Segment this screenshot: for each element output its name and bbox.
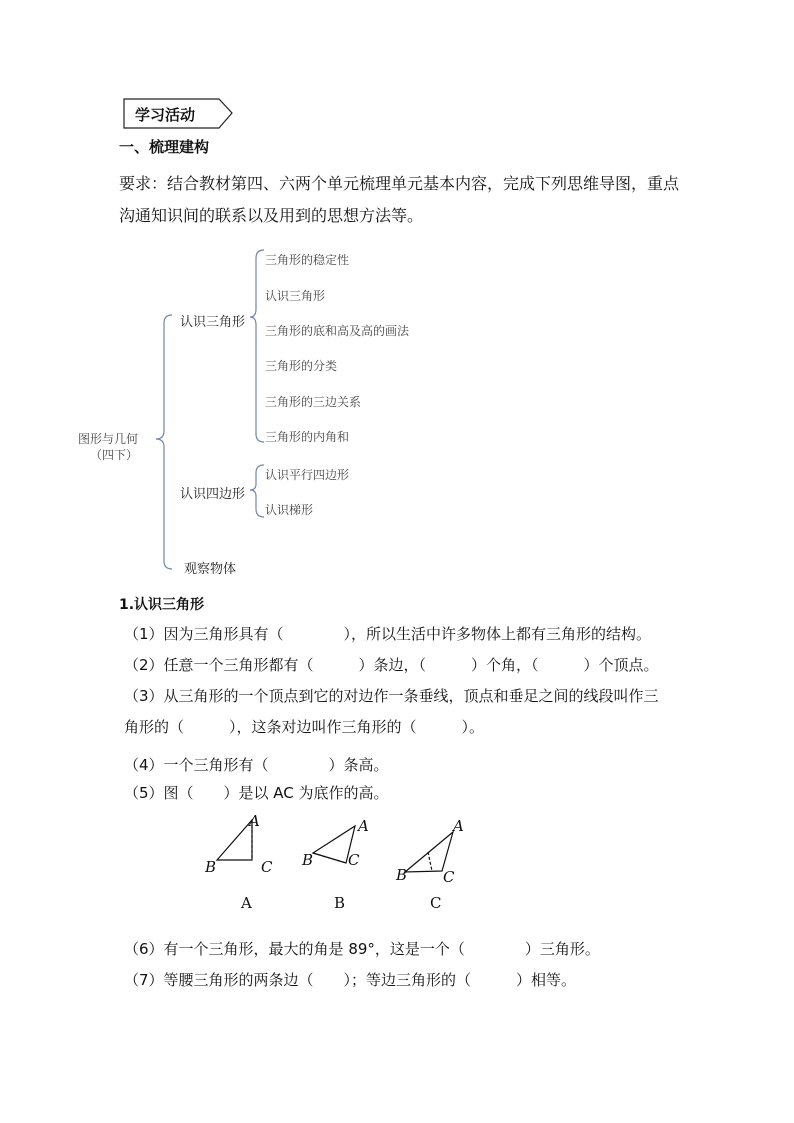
figure-c-triangle: [405, 832, 453, 872]
figure-caption-a: A: [241, 894, 252, 912]
mindmap-leaf: 三角形的稳定性: [265, 253, 350, 267]
mindmap-leaf: 认识三角形: [265, 289, 326, 303]
mindmap-leaf: 三角形的内角和: [265, 430, 350, 444]
figure-a-vertex-b: B: [205, 858, 217, 876]
figure-a-vertex-a: A: [249, 812, 260, 830]
question-5: （5）图（ ）是以 AC 为底作的高。: [124, 784, 389, 802]
question-7: （7）等腰三角形的两条边（ ）；等边三角形的（ ）相等。: [124, 971, 577, 989]
mindmap-branch-quadrilateral: 认识四边形: [180, 487, 246, 502]
activity-tag-label: 学习活动: [135, 106, 196, 124]
question-1: （1）因为三角形具有（ ），所以生活中许多物体上都有三角形的结构。: [124, 625, 652, 643]
figure-caption-c: C: [430, 894, 442, 912]
question-4: （4）一个三角形有（ ）条高。: [124, 756, 389, 774]
figure-c-height: [428, 852, 432, 871]
figure-caption-b: B: [334, 894, 346, 912]
figure-c-vertex-b: B: [396, 866, 408, 884]
question-2: （2）任意一个三角形都有（ ）条边，（ ）个角，（ ）个顶点。: [124, 656, 659, 674]
mindmap-root-line1: 图形与几何: [78, 432, 139, 446]
subsection-title: 1.认识三角形: [119, 597, 205, 613]
figure-b-vertex-c: C: [348, 851, 360, 869]
mindmap-leaf: 三角形的底和高及高的画法: [265, 324, 410, 338]
requirement-line-2: 沟通知识间的联系以及用到的思想方法等。: [119, 206, 424, 225]
mindmap-leaf: 三角形的分类: [265, 359, 338, 373]
question-6: （6）有一个三角形，最大的角是 89°，这是一个（ ）三角形。: [124, 940, 600, 958]
question-3-line2: 角形的（ ），这条对边叫作三角形的（ ）。: [124, 718, 485, 736]
requirement-line-1: 要求：结合教材第四、六两个单元梳理单元基本内容，完成下列思维导图，重点: [119, 174, 680, 193]
mindmap-leaf: 认识平行四边形: [265, 468, 350, 482]
mindmap-branch-observe: 观察物体: [184, 562, 237, 577]
figure-b-vertex-b: B: [302, 851, 314, 869]
mindmap-leaf: 认识梯形: [265, 503, 314, 517]
question-3-line1: （3）从三角形的一个顶点到它的对边作一条垂线，顶点和垂足之间的线段叫作三: [124, 687, 659, 705]
figure-c-vertex-c: C: [443, 868, 455, 886]
figure-a-triangle: [217, 820, 252, 860]
figure-b-vertex-a: A: [358, 817, 369, 835]
figure-a-vertex-c: C: [261, 858, 273, 876]
mindmap-leaf: 三角形的三边关系: [265, 395, 362, 409]
figure-c-vertex-a: A: [453, 817, 464, 835]
mindmap-root-line2: （四下）: [90, 448, 139, 462]
mindmap-branch-triangle: 认识三角形: [180, 315, 246, 330]
section-heading: 一、梳理建构: [119, 138, 210, 156]
